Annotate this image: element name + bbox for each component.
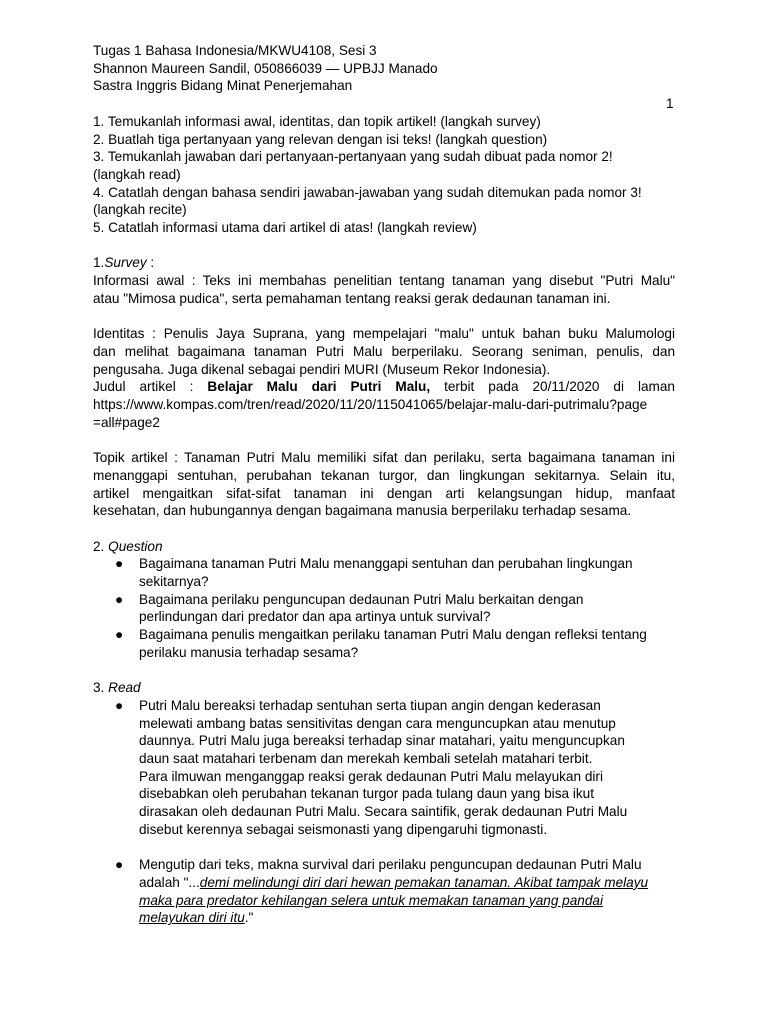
survey-info-awal: Informasi awal : Teks ini membahas penelitian tentang tanaman yang disebut "Putri Malu" atau "Mimosa pudica", serta pemahaman tentang reaksi gerak dedaunan tanaman ini.	[93, 273, 675, 306]
instruction-3-step: (langkah read)	[93, 166, 181, 182]
question-list	[93, 555, 675, 661]
quote-text: demi melindungi diri dari hewan pemakan tanaman. Akibat tampak melayu	[199, 874, 649, 890]
read-list-2	[93, 856, 675, 927]
instruction-4: 4. Catatlah dengan bahasa sendiri jawaban-jawaban yang sudah ditemukan pada nomor 3!	[93, 184, 642, 200]
instruction-1: 1. Temukanlah informasi awal, identitas, dan topik artikel! (langkah survey)	[93, 113, 541, 129]
read-heading: 3. Read	[93, 680, 141, 696]
header-program: Sastra Inggris Bidang Minat Penerjemahan	[93, 78, 353, 94]
bullet-icon: ●	[115, 627, 124, 643]
question-heading: 2. Question	[93, 538, 163, 554]
article-url-line2: =all#page2	[93, 414, 160, 430]
bullet-icon: ●	[115, 556, 124, 572]
list-item: ● Putri Malu bereaksi terhadap sentuhan serta tiupan angin dengan kederasan melewati ambang batas sensitivitas dengan cara menguncupkan atau menutup daunnya. Putri Malu juga bereaksi terhadap sinar matahari, yaitu menguncupkan daun saat matahari terbenam dan merekah kembali setelah matahari terbit. Para ilmuwan menganggap reaksi gerak dedaunan Putri Malu melayukan diri disebabkan oleh perubahan tekanan turgor pada tulang daun yang bisa ikut dirasakan oleh dedaunan Putri Malu. Secara saintifik, gerak dedaunan Putri Malu disebut kerennya sebagai seismonasti yang dipengaruhi tigmonasti.	[115, 697, 628, 837]
instruction-4-step: (langkah recite)	[93, 202, 187, 218]
quote-text: melayukan diri itu	[139, 910, 245, 926]
list-item: ● Bagaimana penulis mengaitkan perilaku tanaman Putri Malu dengan refleksi tentang perilaku manusia terhadap sesama?	[115, 627, 647, 660]
survey-judul: Judul artikel : Belajar Malu dari Putri Malu, terbit pada 20/11/2020 di laman	[93, 379, 675, 395]
quote-text: maka para predator kehilangan selera untuk memakan tanaman yang pandai	[139, 892, 603, 908]
header-course: Tugas 1 Bahasa Indonesia/MKWU4108, Sesi 3	[93, 43, 377, 58]
page-number: 1	[666, 96, 674, 111]
bullet-icon: ●	[115, 591, 124, 607]
survey-heading: 1.Survey :	[93, 255, 155, 271]
instruction-2: 2. Buatlah tiga pertanyaan yang relevan dengan isi teks! (langkah question)	[93, 131, 548, 147]
instruction-3: 3. Temukanlah jawaban dari pertanyaan-pertanyaan yang sudah dibuat pada nomor 2!	[93, 149, 613, 165]
header-student: Shannon Maureen Sandil, 050866039 — UPBJJ Manado	[93, 60, 438, 76]
survey-topik: Topik artikel : Tanaman Putri Malu memiliki sifat dan perilaku, serta bagaimana tanaman ini menanggapi sentuhan, perubahan tekanan turgor, dan lingkungan sekitarnya. Selain itu, artikel mengaitkan sifat-sifat tanaman ini dengan arti kelangsungan hidup, manfaat kesehatan, dan hubungannya dengan bagaimana manusia berperilaku terhadap sesama.	[93, 450, 675, 519]
document-body	[93, 42, 675, 927]
article-url-line1: https://www.kompas.com/tren/read/2020/11/20/115041065/belajar-malu-dari-putrimalu?page	[93, 397, 648, 413]
bullet-icon: ●	[115, 857, 124, 873]
survey-identitas: Identitas : Penulis Jaya Suprana, yang mempelajari "malu" untuk bahan buku Malumologi dan melihat bagaimana tanaman Putri Malu berperilaku. Seorang seniman, penulis, dan pengusaha. Juga dikenal sebagai pendiri MURI (Museum Rekor Indonesia).	[93, 326, 675, 377]
bullet-icon: ●	[115, 697, 124, 713]
list-item: ● Bagaimana perilaku penguncupan dedaunan Putri Malu berkaitan dengan perlindungan dari predator dan apa artinya untuk survival?	[115, 591, 584, 625]
instructions-list	[93, 113, 675, 237]
read-list	[93, 697, 675, 839]
list-item: ● Mengutip dari teks, makna survival dari perilaku penguncupan dedaunan Putri Malu adalah "...demi melindungi diri dari hewan pemakan tanaman. Akibat tampak melayu maka para predator kehilangan selera untuk memakan tanaman yang pandai melayukan diri itu."	[115, 857, 649, 926]
instruction-5: 5. Catatlah informasi utama dari artikel di atas! (langkah review)	[93, 220, 477, 236]
list-item: ● Bagaimana tanaman Putri Malu menanggapi sentuhan dan perubahan lingkungan sekitarnya?	[115, 556, 633, 590]
